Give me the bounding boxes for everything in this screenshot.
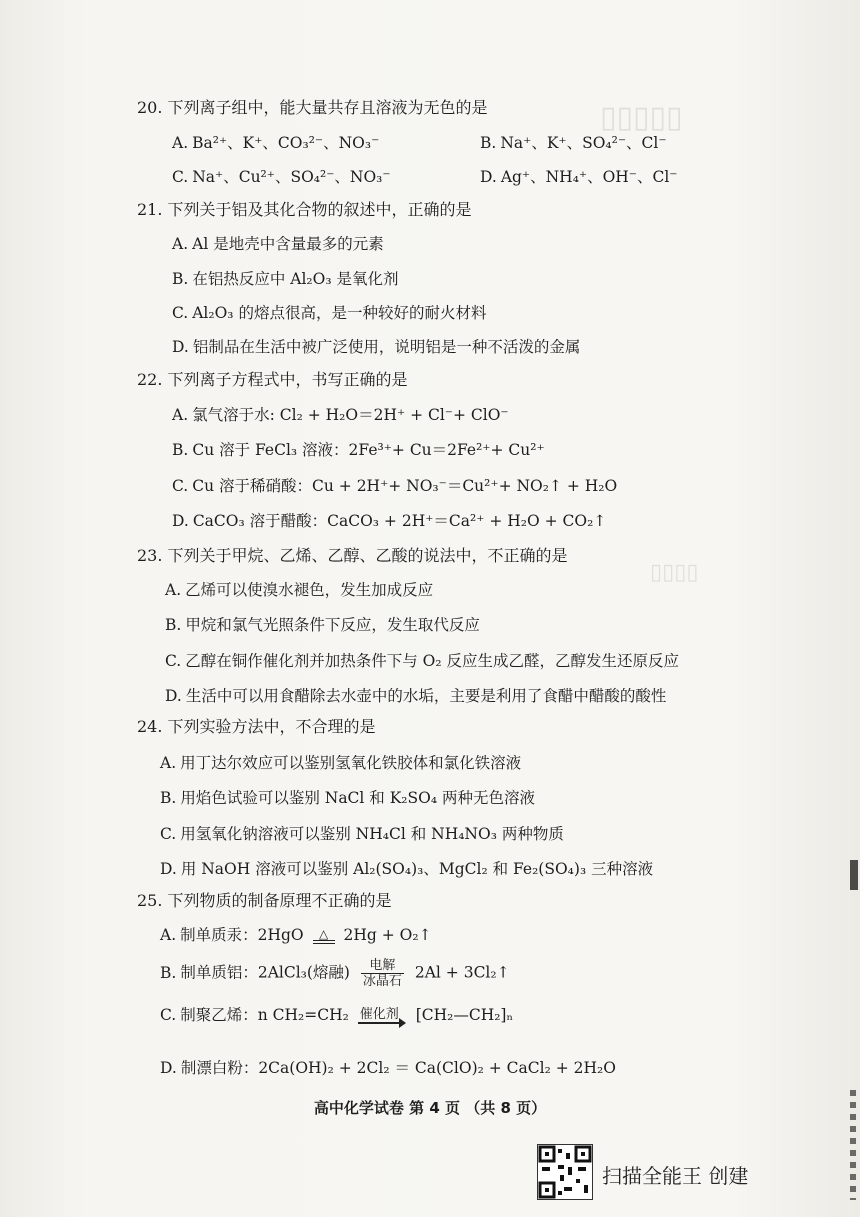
q24-option-d [160, 859, 653, 879]
q21-option-a [172, 234, 384, 254]
option-label: A. [172, 235, 189, 253]
option-text: 乙烯可以使溴水褪色，发生加成反应 [185, 581, 434, 599]
option-text: Cu 溶于 FeCl₃ 溶液：2Fe³⁺+ Cu＝2Fe²⁺+ Cu²⁺ [192, 441, 545, 459]
scan-edge-dashes [850, 1090, 856, 1200]
q24-option-a [160, 753, 521, 773]
option-text: Al 是地壳中含量最多的元素 [192, 235, 384, 253]
q23-option-b [165, 615, 480, 635]
option-text: Na⁺、Cu²⁺、SO₄²⁻、NO₃⁻ [192, 168, 391, 186]
question-21-stem: 21. 下列关于铝及其化合物的叙述中，正确的是 [137, 200, 472, 219]
option-label: B. [160, 789, 177, 807]
option-label: A. [172, 406, 189, 424]
q21-option-c [172, 303, 486, 323]
option-text: 在铝热反应中 Al₂O₃ 是氧化剂 [192, 270, 399, 288]
q25-option-d [160, 1058, 616, 1078]
question-20-stem: 20. 下列离子组中，能大量共存且溶液为无色的是 [137, 98, 488, 117]
option-label: D. [160, 860, 177, 878]
option-text: 乙醇在铜作催化剂并加热条件下与 O₂ 反应生成乙醛，乙醇发生还原反应 [185, 652, 680, 670]
bleed-through-1: ▯▯▯▯▯ [600, 100, 683, 135]
option-text: 用焰色试验可以鉴别 NaCl 和 K₂SO₄ 两种无色溶液 [180, 789, 535, 807]
option-text: Al₂O₃ 的熔点很高，是一种较好的耐火材料 [192, 304, 487, 322]
option-text: Cu 溶于稀硝酸：Cu + 2H⁺+ NO₃⁻＝Cu²⁺+ NO₂↑ + H₂O [192, 477, 618, 495]
bleed-through-2: ▯▯▯▯ [650, 560, 699, 585]
option-label: A. [165, 581, 182, 599]
equation-left: 制单质汞：2HgO [180, 926, 304, 944]
equation-right: [CH₂—CH₂]ₙ [415, 1006, 514, 1024]
equation-left: 制单质铝：2AlCl₃(熔融) [180, 963, 350, 982]
option-label: B. [480, 134, 497, 152]
catalyst-label: 催化剂 [359, 1007, 399, 1022]
option-text: 氯气溶于水: Cl₂ + H₂O＝2H⁺ + Cl⁻+ ClO⁻ [192, 406, 509, 424]
option-label: D. [480, 168, 497, 186]
q20-option-c [172, 167, 391, 187]
qr-code-icon [537, 1144, 593, 1200]
option-text: 铝制品在生活中被广泛使用，说明铝是一种不活泼的金属 [192, 338, 581, 356]
option-text: 生活中可以用食醋除去水壶中的水垢，主要是利用了食醋中醋酸的酸性 [185, 687, 667, 705]
option-label: A. [160, 754, 177, 772]
equation-right: 2Al + 3Cl₂↑ [414, 963, 510, 982]
page-footer: 高中化学试卷 第 4 页 （共 8 页） [313, 1099, 547, 1117]
q20-option-d [480, 167, 678, 187]
heat-condition [313, 928, 335, 944]
q25-option-a [160, 925, 432, 945]
option-text: Ag⁺、NH₄⁺、OH⁻、Cl⁻ [500, 168, 678, 186]
q22-option-a [172, 405, 509, 425]
q23-option-c [165, 651, 679, 671]
arrow-line [358, 1022, 401, 1024]
option-label: C. [165, 652, 182, 670]
option-text: Ba²⁺、K⁺、CO₃²⁻、NO₃⁻ [192, 134, 380, 152]
reaction-condition [361, 958, 404, 989]
option-text: CaCO₃ 溶于醋酸：CaCO₃ + 2H⁺＝Ca²⁺ + H₂O + CO₂↑ [192, 512, 607, 530]
option-label: C. [172, 168, 189, 186]
option-text: 用丁达尔效应可以鉴别氢氧化铁胶体和氯化铁溶液 [180, 754, 522, 772]
option-label: D. [160, 1059, 177, 1077]
option-label: A. [172, 134, 189, 152]
option-label: C. [172, 477, 189, 495]
option-label: B. [172, 441, 189, 459]
q20-option-b [480, 133, 667, 153]
option-label: A. [160, 926, 177, 944]
q23-option-a [165, 580, 433, 600]
equation-left: 制聚乙烯：n CH₂=CH₂ [180, 1006, 349, 1024]
option-label: B. [165, 616, 182, 634]
option-text: 制漂白粉：2Ca(OH)₂ + 2Cl₂ ＝ Ca(ClO)₂ + CaCl₂ + 2H₂O [180, 1059, 616, 1077]
reaction-arrow [358, 1008, 401, 1024]
option-label: C. [160, 1006, 177, 1024]
question-24-stem: 24. 下列实验方法中，不合理的是 [137, 717, 376, 736]
question-22-stem: 22. 下列离子方程式中，书写正确的是 [137, 370, 408, 389]
option-label: D. [165, 687, 182, 705]
option-text: Na⁺、K⁺、SO₄²⁻、Cl⁻ [500, 134, 667, 152]
scan-edge-mark [850, 860, 858, 890]
option-label: B. [172, 270, 189, 288]
question-25-stem: 25. 下列物质的制备原理不正确的是 [137, 891, 392, 910]
option-text: 用 NaOH 溶液可以鉴别 Al₂(SO₄)₃、MgCl₂ 和 Fe₂(SO₄)₃ 三种溶液 [180, 860, 654, 878]
condition-bottom: 冰晶石 [362, 974, 402, 989]
option-text: 用氢氧化钠溶液可以鉴别 NH₄Cl 和 NH₄NO₃ 两种物质 [180, 825, 564, 843]
q25-option-b [160, 958, 510, 989]
scanner-watermark: 扫描全能王 创建 [602, 1164, 749, 1188]
option-label: C. [160, 825, 177, 843]
condition-top: 电解 [361, 958, 404, 974]
q21-option-b [172, 269, 398, 289]
q22-option-d [172, 511, 606, 531]
q24-option-b [160, 788, 535, 808]
option-label: D. [172, 512, 189, 530]
option-label: B. [160, 963, 177, 982]
q24-option-c [160, 824, 564, 844]
option-text: 甲烷和氯气光照条件下反应，发生取代反应 [185, 616, 480, 634]
q22-option-b [172, 440, 545, 460]
q25-option-c [160, 1005, 513, 1025]
q21-option-d [172, 337, 580, 357]
question-23-stem: 23. 下列关于甲烷、乙烯、乙醇、乙酸的说法中，不正确的是 [137, 546, 568, 565]
option-label: C. [172, 304, 189, 322]
q20-option-a [172, 133, 379, 153]
heat-symbol: △ [318, 927, 329, 941]
option-label: D. [172, 338, 189, 356]
q23-option-d [165, 686, 666, 706]
equation-right: 2Hg + O₂↑ [343, 926, 432, 944]
q22-option-c [172, 476, 617, 496]
